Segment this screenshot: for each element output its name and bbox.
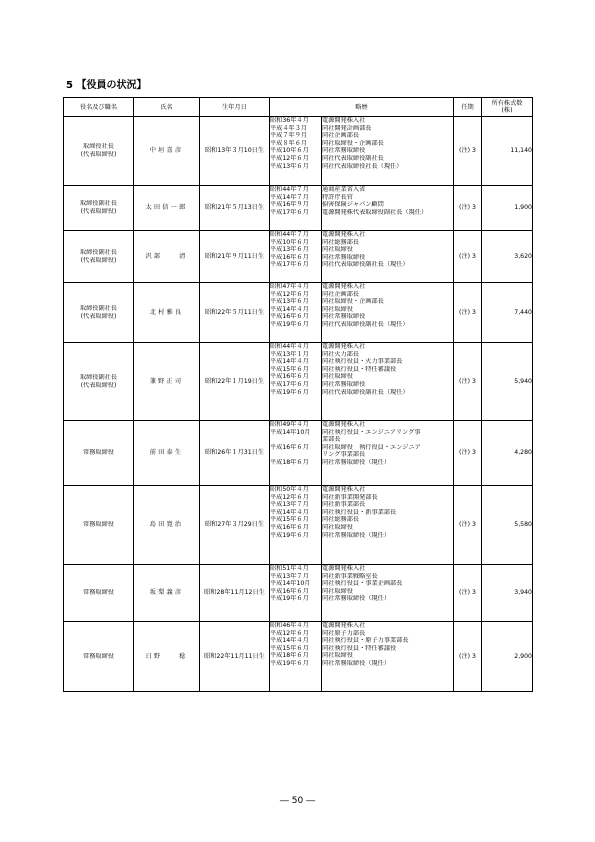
history-entry: 同社代表取締役副社長（現任） xyxy=(322,320,409,328)
history-date: 平成16年６月 xyxy=(270,443,309,451)
officer-name: 前田泰生 xyxy=(134,421,200,486)
officer-shares: 5,940 xyxy=(482,343,533,421)
history-date: 平成13年６月 xyxy=(270,298,309,306)
history-date: 昭和50年４月 xyxy=(270,486,309,493)
officer-term: (注) 3 xyxy=(454,117,482,186)
history-entry: 同社原子力部長 xyxy=(322,629,366,637)
history-entry: 同社取締役 xyxy=(322,587,353,595)
officer-history-dates xyxy=(270,186,322,231)
history-entry: 同社執行役員・事業企画部長 xyxy=(322,580,403,588)
officer-title-line: (代表取締役) xyxy=(80,151,117,158)
history-date: 平成16年６月 xyxy=(270,587,309,595)
officer-history-dates xyxy=(270,565,322,622)
history-date: 昭和46年４月 xyxy=(270,622,309,629)
officer-history-dates xyxy=(270,231,322,283)
history-entry: 同社総務部長 xyxy=(322,238,360,246)
officer-history-text xyxy=(322,343,454,421)
history-entry: 同社新事業開発部長 xyxy=(322,493,378,501)
history-entry: 同社常務取締役 xyxy=(322,147,366,155)
officer-birth: 昭和22年11月11日生 xyxy=(200,622,270,692)
history-date: 平成19年６月 xyxy=(270,659,309,667)
history-date: 平成15年６月 xyxy=(270,516,309,524)
history-entry: 同社取締役 xyxy=(322,373,353,381)
header-row xyxy=(64,98,533,117)
officer-history-dates xyxy=(270,343,322,421)
officer-title-line: 取締役副社長 xyxy=(79,304,118,312)
officer-shares: 5,580 xyxy=(482,486,533,565)
officer-title-line: 常務取締役 xyxy=(83,652,114,660)
table-body xyxy=(64,117,533,692)
history-entry: 同社常務取締役（現任） xyxy=(322,531,391,539)
history-entry: リング事業部長 xyxy=(322,451,366,459)
officer-history-text xyxy=(322,231,454,283)
history-entry: 同社執行役員・エンジニアリング事 xyxy=(322,428,421,436)
officer-title xyxy=(64,486,134,565)
history-date: 昭和36年４月 xyxy=(270,117,309,124)
officer-title xyxy=(64,186,134,231)
history-entry: 同社代表取締役副社長 xyxy=(322,154,384,162)
history-entry: 同社執行役員・特任審議役 xyxy=(322,644,397,652)
officer-row xyxy=(64,283,533,343)
history-entry: 同社取締役 xyxy=(322,523,353,531)
officer-name: 島田寛治 xyxy=(134,486,200,565)
officer-title-line: 取締役副社長 xyxy=(79,200,118,208)
history-date: 平成16年６月 xyxy=(270,253,309,261)
history-date: 平成10年６月 xyxy=(270,238,309,246)
history-date: 平成14年４月 xyxy=(270,637,309,645)
officer-birth: 昭和28年11月12日生 xyxy=(200,565,270,622)
history-date: 平成７年９月 xyxy=(270,132,308,140)
history-date: 平成12年６月 xyxy=(270,154,309,162)
officer-term: (注) 3 xyxy=(454,565,482,622)
officer-row xyxy=(64,117,533,186)
officer-term: (注) 3 xyxy=(454,421,482,486)
history-entry: 電源開発株入社 xyxy=(322,117,366,124)
history-date: 平成14年４月 xyxy=(270,358,309,366)
officer-birth: 昭和27年３月29日生 xyxy=(200,486,270,565)
officer-history-dates xyxy=(270,117,322,186)
officer-term: (注) 3 xyxy=(454,343,482,421)
history-date: 昭和51年４月 xyxy=(270,565,309,572)
officer-history-dates xyxy=(270,421,322,486)
history-date: 平成19年６月 xyxy=(270,388,309,396)
history-date: 平成14年４月 xyxy=(270,305,309,313)
history-entry: 同社取締役・企画部長 xyxy=(322,298,384,306)
header-title: 役名及び職名 xyxy=(64,98,134,117)
history-entry: 同社代表取締役副社長（現任） xyxy=(322,388,409,396)
history-entry: 特許庁長官 xyxy=(322,193,353,201)
history-entry: 同社常務取締役 xyxy=(322,380,366,388)
officer-shares: 11,140 xyxy=(482,117,533,186)
history-entry: 同社新事業部長 xyxy=(322,501,366,509)
header-history: 略歴 xyxy=(270,98,454,117)
officer-row xyxy=(64,486,533,565)
officers-table xyxy=(63,97,533,692)
history-date: 平成17年６月 xyxy=(270,380,309,388)
history-date: 平成15年６月 xyxy=(270,644,309,652)
officer-shares: 3,620 xyxy=(482,231,533,283)
officer-row xyxy=(64,421,533,486)
officer-history-text xyxy=(322,186,454,231)
page-number: ― 50 ― xyxy=(279,796,316,806)
officer-name: 中垣喜彦 xyxy=(134,117,200,186)
officer-title-line: (代表取締役) xyxy=(80,208,117,215)
officer-title-line: 取締役副社長 xyxy=(79,248,118,256)
history-entry: 電源開発株入社 xyxy=(322,231,366,238)
officer-name: 北村雅良 xyxy=(134,283,200,343)
history-date: 昭和49年４月 xyxy=(270,421,309,428)
history-date: 平成８年６月 xyxy=(270,139,308,147)
history-entry: 電源開発株入社 xyxy=(322,343,366,350)
history-entry: 同社取締役 xyxy=(322,652,353,660)
officer-term: (注) 3 xyxy=(454,186,482,231)
officer-birth: 昭和21年９月11日生 xyxy=(200,231,270,283)
history-date: 平成13年１月 xyxy=(270,350,309,358)
history-date: 平成13年６月 xyxy=(270,162,309,170)
history-entry: 同社取締役・企画部長 xyxy=(322,139,384,147)
officer-name: 太田信一郎 xyxy=(134,186,200,231)
history-entry: 損害保険ジャパン顧問 xyxy=(322,201,384,209)
history-date: 平成19年６月 xyxy=(270,320,309,328)
history-entry: 電源開発株入社 xyxy=(322,486,366,493)
history-date: 平成16年６月 xyxy=(270,313,309,321)
history-entry: 電源開発株入社 xyxy=(322,622,366,629)
history-entry: 同社代表取締役社長（現任） xyxy=(322,162,403,170)
history-entry: 通商産業省入省 xyxy=(322,186,366,193)
history-entry: 電源開発株入社 xyxy=(322,421,366,428)
header-term: 任期 xyxy=(454,98,482,117)
officer-term: (注) 3 xyxy=(454,486,482,565)
history-date: 平成12年６月 xyxy=(270,493,309,501)
officer-shares: 1,900 xyxy=(482,186,533,231)
officer-history-text xyxy=(322,622,454,692)
history-date: 平成16年６月 xyxy=(270,523,309,531)
officer-history-dates xyxy=(270,622,322,692)
officer-row xyxy=(64,343,533,421)
history-date: 平成10年６月 xyxy=(270,147,309,155)
history-date: 平成12年６月 xyxy=(270,629,309,637)
history-entry: 同社常務取締役 xyxy=(322,253,366,261)
officer-title xyxy=(64,343,134,421)
officer-title-line: 常務取締役 xyxy=(83,449,114,457)
officer-title xyxy=(64,565,134,622)
officer-title xyxy=(64,421,134,486)
officer-title-line: (代表取締役) xyxy=(80,256,117,264)
officer-birth: 昭和13年３月10日生 xyxy=(200,117,270,186)
history-date: 平成13年７月 xyxy=(270,572,309,580)
header-shares xyxy=(482,98,533,117)
history-entry: 同社常務取締役 xyxy=(322,313,366,321)
officer-row xyxy=(64,622,533,692)
history-entry: 同社常務取締役（現任） xyxy=(322,595,391,603)
history-entry: 同社総務部長 xyxy=(322,516,360,524)
officer-row xyxy=(64,231,533,283)
officer-shares: 4,280 xyxy=(482,421,533,486)
officer-name: 兼野正司 xyxy=(134,343,200,421)
history-entry: 同社取締役 執行役員・エンジニア xyxy=(322,443,421,451)
history-entry: 同社火力部長 xyxy=(322,350,360,358)
history-date: 平成19年６月 xyxy=(270,595,309,603)
history-date: 平成12年６月 xyxy=(270,290,309,298)
history-date: 平成13年６月 xyxy=(270,246,309,254)
officer-title-line: 取締役副社長 xyxy=(79,373,118,381)
officer-shares: 7,440 xyxy=(482,283,533,343)
header-name: 氏名 xyxy=(134,98,200,117)
history-date: 平成14年７月 xyxy=(270,193,309,201)
history-entry: 同社執行役員・原子力事業部長 xyxy=(322,637,409,645)
officer-history-text xyxy=(322,283,454,343)
history-date: 平成14年４月 xyxy=(270,508,309,516)
officer-history-text xyxy=(322,421,454,486)
history-date: 昭和47年４月 xyxy=(270,283,309,290)
officer-birth: 昭和22年５月11日生 xyxy=(200,283,270,343)
officer-row xyxy=(64,565,533,622)
officer-history-text xyxy=(322,486,454,565)
header-birth: 生年月日 xyxy=(200,98,270,117)
history-date: 平成16年６月 xyxy=(270,373,309,381)
history-date: 平成４年３月 xyxy=(270,124,308,132)
history-date xyxy=(270,451,321,459)
history-entry: 同社執行役員・特任審議役 xyxy=(322,365,397,373)
officer-history-dates xyxy=(270,486,322,565)
history-date: 平成14年10月 xyxy=(270,428,311,436)
history-entry: 電源開発株代表取締役副社長（現任） xyxy=(322,208,428,216)
officer-title-line: 常務取締役 xyxy=(83,589,114,597)
history-entry: 電源開発株入社 xyxy=(322,565,366,572)
history-date: 昭和44年７月 xyxy=(270,186,309,193)
history-date: 平成17年６月 xyxy=(270,208,309,216)
history-date: 平成16年９月 xyxy=(270,201,309,209)
history-entry: 電源開発株入社 xyxy=(322,283,366,290)
history-entry: 同社常務取締役（現任） xyxy=(322,659,391,667)
officer-title xyxy=(64,622,134,692)
history-entry: 同社開発計画部長 xyxy=(322,124,372,132)
history-date: 平成14年10月 xyxy=(270,580,311,588)
history-entry: 同社新事業戦略室長 xyxy=(322,572,378,580)
header-shares-line2: (株) xyxy=(501,107,513,114)
officer-title xyxy=(64,117,134,186)
officer-row xyxy=(64,186,533,231)
officer-birth: 昭和21年５月13日生 xyxy=(200,186,270,231)
history-date: 平成18年６月 xyxy=(270,458,309,466)
officer-birth: 昭和22年１月19日生 xyxy=(200,343,270,421)
history-entry: 同社執行役員・火力事業部長 xyxy=(322,358,403,366)
officer-title xyxy=(64,231,134,283)
officer-history-dates xyxy=(270,283,322,343)
officer-title-line: 取締役社長 xyxy=(83,143,114,151)
section-title: 5 【役員の状況】 xyxy=(66,80,147,91)
officer-term: (注) 3 xyxy=(454,283,482,343)
history-entry: 同社常務取締役（現任） xyxy=(322,458,391,466)
history-date: 平成18年６月 xyxy=(270,652,309,660)
history-entry: 同社執行役員・新事業部長 xyxy=(322,508,397,516)
history-entry: 同社取締役 xyxy=(322,246,353,254)
history-entry: 同社代表取締役副社長（現任） xyxy=(322,261,409,269)
history-date xyxy=(270,436,321,444)
history-date: 平成19年６月 xyxy=(270,531,309,539)
history-entry: 同社取締役 xyxy=(322,305,353,313)
officer-title-line: (代表取締役) xyxy=(80,312,117,320)
history-date: 平成13年７月 xyxy=(270,501,309,509)
officer-shares: 3,940 xyxy=(482,565,533,622)
history-entry: 同社企画部長 xyxy=(322,290,360,298)
officer-name: 日野 稔 xyxy=(134,622,200,692)
officer-title-line: (代表取締役) xyxy=(80,381,117,389)
history-date: 平成15年６月 xyxy=(270,365,309,373)
officer-name: 沢部 清 xyxy=(134,231,200,283)
history-date: 昭和44年４月 xyxy=(270,343,309,350)
history-entry: 同社企画部長 xyxy=(322,132,360,140)
header-shares-line1: 所有株式数 xyxy=(491,100,523,107)
history-date: 昭和44年７月 xyxy=(270,231,309,238)
officer-history-text xyxy=(322,565,454,622)
officer-name: 坂梨義彦 xyxy=(134,565,200,622)
history-date: 平成17年６月 xyxy=(270,261,309,269)
officer-title xyxy=(64,283,134,343)
history-entry: 業部長 xyxy=(322,436,341,444)
officer-term: (注) 3 xyxy=(454,231,482,283)
officer-term: (注) 3 xyxy=(454,622,482,692)
officer-history-text xyxy=(322,117,454,186)
officer-shares: 2,900 xyxy=(482,622,533,692)
officer-birth: 昭和26年１月31日生 xyxy=(200,421,270,486)
officer-title-line: 常務取締役 xyxy=(83,521,114,529)
